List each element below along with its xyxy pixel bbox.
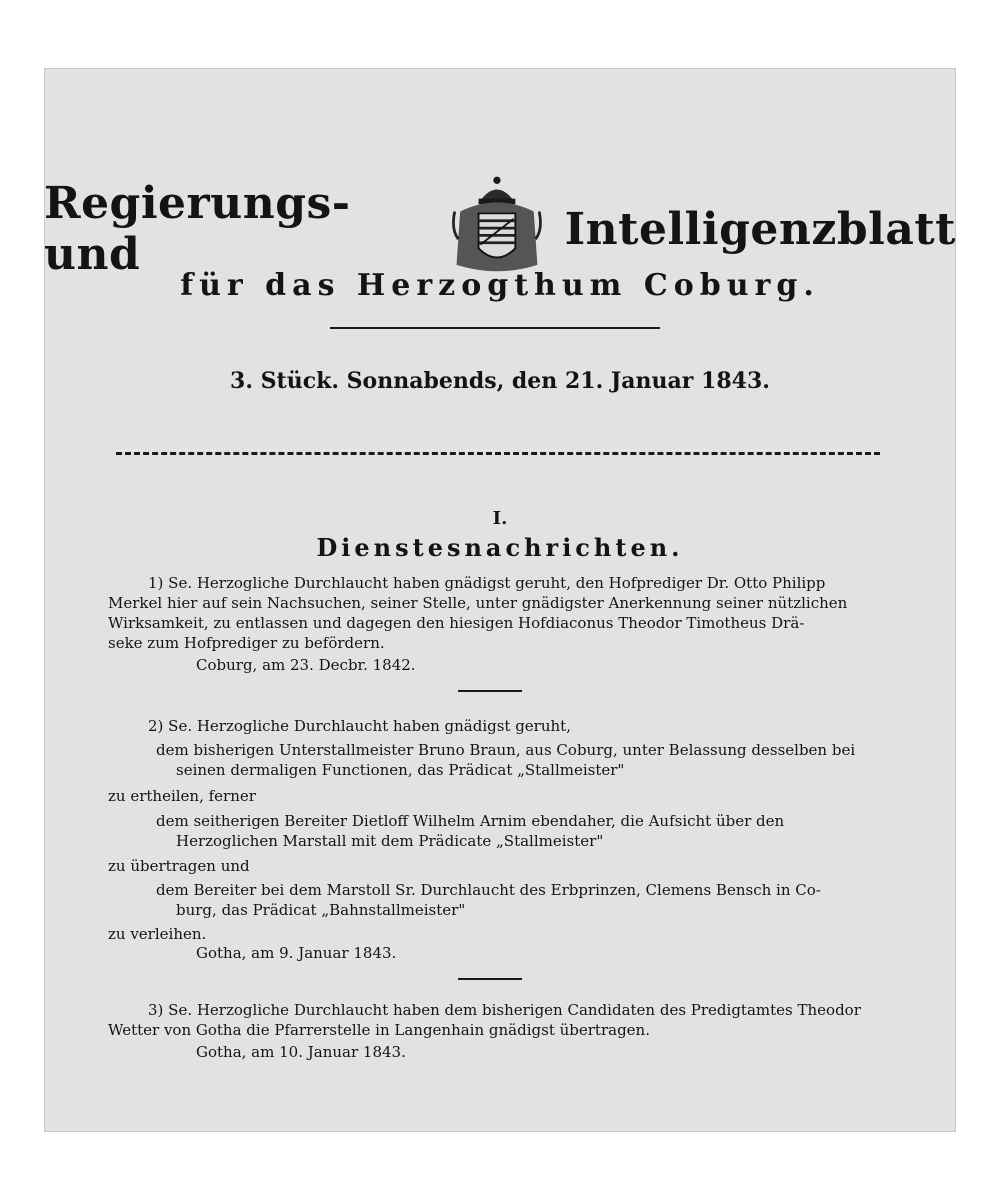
subtitle: für das Herzogthum Coburg. [180, 268, 820, 303]
item-2-b-line-1: dem seitherigen Bereiter Dietloff Wilhelm Arnim ebendaher, die Aufsicht über den [156, 812, 785, 830]
item-1-line-2: Merkel hier auf sein Nachsuchen, seiner Stelle, unter gnädigster Anerkennung seiner nützlichen [108, 594, 848, 612]
item-2-a-line-2: seinen dermaligen Functionen, das Prädicat „Stallmeister" [176, 761, 625, 779]
item-2-intro: 2) Se. Herzogliche Durchlaucht haben gnädigst geruht, [148, 717, 571, 735]
item-2-verb-1: zu ertheilen, ferner [108, 787, 256, 805]
title-right: Intelligenzblatt [564, 203, 956, 255]
item-1 [108, 573, 898, 653]
item-3-line-2: Wetter von Gotha die Pfarrerstelle in Langenhain gnädigst übertragen. [108, 1021, 650, 1039]
item-2-b [156, 811, 896, 851]
issue-line: 3. Stück. Sonnabends, den 21. Januar 1843. [230, 368, 770, 394]
item-2-verb-2: zu übertragen und [108, 857, 250, 875]
item-2-c-line-1: dem Bereiter bei dem Marstoll Sr. Durchlaucht des Erbprinzen, Clemens Bensch in Co- [156, 881, 821, 899]
item-2-verb-3: zu verleihen. [108, 925, 207, 943]
title-left: Regierungs- und [44, 178, 351, 280]
item-1-line-1: 1) Se. Herzogliche Durchlaucht haben gnädigst geruht, den Hofprediger Dr. Otto Philipp [148, 574, 826, 592]
item-3-line-1: 3) Se. Herzogliche Durchlaucht haben dem bisherigen Candidaten des Predigtamtes Theodor [148, 1001, 861, 1019]
section-title: Dienstesnachrichten. [316, 533, 684, 562]
item-2-c [156, 880, 896, 920]
item-1-signature: Coburg, am 23. Decbr. 1842. [196, 656, 416, 674]
item-2-a [156, 740, 896, 780]
item-2-signature: Gotha, am 9. Januar 1843. [196, 944, 397, 962]
item-2-a-line-1: dem bisherigen Unterstallmeister Bruno Braun, aus Coburg, unter Belassung desselben bei [156, 741, 856, 759]
item-rule-1 [458, 690, 522, 692]
item-rule-2 [458, 978, 522, 980]
header-rule [330, 327, 660, 329]
section-number: I. [492, 508, 508, 529]
item-1-line-3: Wirksamkeit, zu entlassen und dagegen den hiesigen Hofdiaconus Theodor Timotheus Drä- [108, 614, 805, 632]
newspaper-page [44, 68, 956, 1132]
item-2-b-line-2: Herzoglichen Marstall mit dem Prädicate „Stallmeister" [176, 832, 604, 850]
item-3 [108, 1000, 898, 1040]
item-1-line-4: seke zum Hofprediger zu befördern. [108, 634, 385, 652]
item-3-signature: Gotha, am 10. Januar 1843. [196, 1043, 406, 1061]
item-2-c-line-2: burg, das Prädicat „Bahnstallmeister" [176, 901, 466, 919]
dashed-separator [116, 452, 880, 455]
